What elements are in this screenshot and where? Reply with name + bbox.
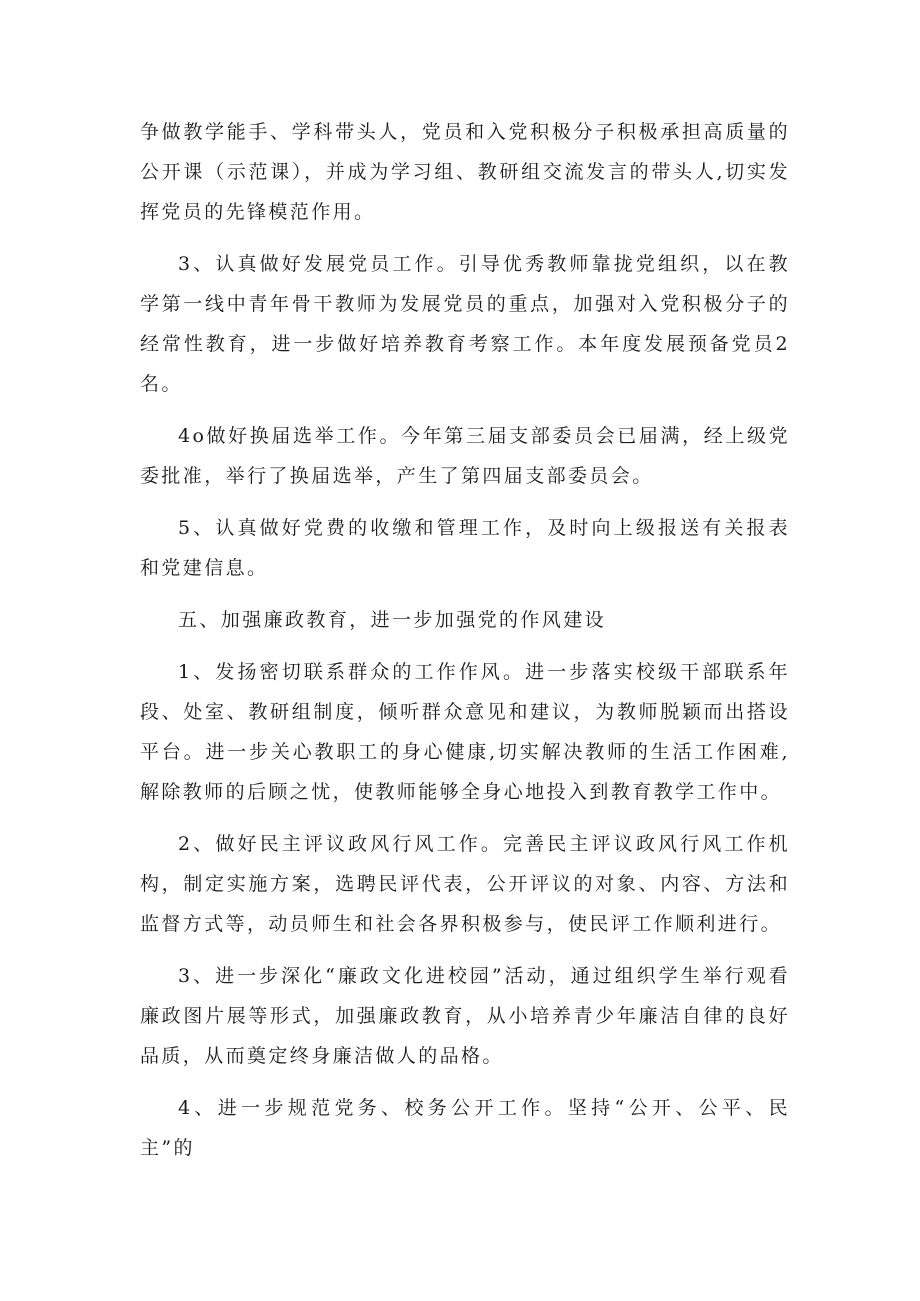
document-body — [140, 112, 790, 1180]
paragraph-continuation: 争做教学能手、学科带头人，党员和入党积极分子积极承担高质量的公开课（示范课），并成为学习组、教研组交流发言的带头人,切实发挥党员的先锋模范作用。 — [140, 121, 790, 223]
section-heading-5: 五、加强廉政教育，进一步加强党的作风建设 — [178, 609, 607, 631]
paragraph-item-2-democratic-review: 2、做好民主评议政风行风工作。完善民主评议政风行风工作机构，制定实施方案，选聘民评代表，公开评议的对象、内容、方法和监督方式等，动员师生和社会各界积极参与，使民评工作顺利进行。 — [140, 833, 790, 935]
paragraph-item-4-election: 4o做好换届选举工作。今年第三届支部委员会已届满，经上级党委批准，举行了换届选举，产生了第四届支部委员会。 — [140, 425, 790, 487]
paragraph-item-1-mass-line: 1、发扬密切联系群众的工作作风。进一步落实校级干部联系年段、处室、教研组制度，倾听群众意见和建议，为教师脱颖而出搭设平台。进一步关心教职工的身心健康,切实解决教师的生活工作困难,解除教师的后顾之忧，使教师能够全身心地投入到教育教学工作中。 — [140, 661, 790, 803]
paragraph-item-4-openness: 4、进一步规范党务、校务公开工作。坚持“公开、公平、民主”的 — [140, 1097, 790, 1159]
paragraph-item-3-integrity-culture: 3、进一步深化“廉政文化进校园”活动，通过组织学生举行观看廉政图片展等形式，加强廉政教育，从小培养青少年廉洁自律的良好品质，从而奠定终身廉洁做人的品格。 — [140, 965, 790, 1067]
paragraph-item-3-party-development: 3、认真做好发展党员工作。引导优秀教师靠拢党组织，以在教学第一线中青年骨干教师为发展党员的重点，加强对入党积极分子的经常性教育，进一步做好培养教育考察工作。本年度发展预备党员2名。 — [140, 253, 790, 395]
paragraph-item-5-party-dues: 5、认真做好党费的收缴和管理工作，及时向上级报送有关报表和党建信息。 — [140, 517, 790, 579]
